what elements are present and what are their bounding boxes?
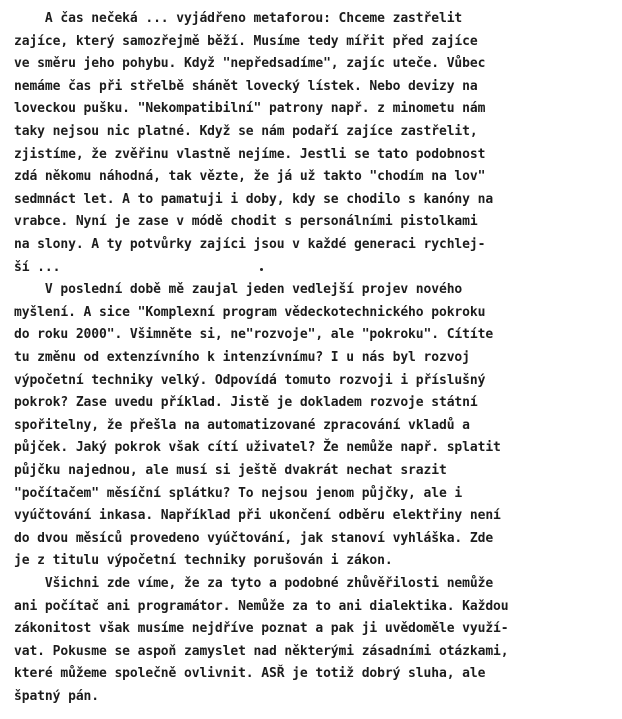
text-line: ani počítač ani programátor. Nemůže za to ani dialektika. Každou (14, 598, 509, 614)
text-line: vrabce. Nyní je zase v módě chodit s personálními pistolkami (14, 214, 478, 230)
text-line: zdá někomu náhodná, tak vězte, že já už takto "chodím na lov" (14, 169, 486, 185)
text-line: na slony. A ty potvůrky zajíci jsou v každé generaci rychlej- (14, 237, 486, 252)
text-line: vat. Pokusme se aspoň zamyslet nad některými zásadními otázkami, (14, 643, 509, 659)
text-line: je z titulu výpočetní techniky porušován i zákon. (14, 553, 393, 569)
text-line: do dvou měsíců provedeno vyúčtování, jak stanoví vyhláška. Zde (14, 530, 494, 546)
text-line: nemáme čas při střelbě shánět lovecký lístek. Nebo devizy na (14, 78, 478, 94)
text-line: tu změnu od extenzívního k intenzívnímu? I u nás byl rozvoj (14, 350, 470, 365)
stray-ink-dot (260, 268, 263, 271)
text-line: které můžeme společně ovlivnit. ASŘ je totiž dobrý sluha, ale (14, 666, 486, 682)
text-line: půjček. Jaký pokrok však cítí uživatel? Že nemůže např. splatit (14, 440, 501, 456)
text-line: zajíce, který samozřejmě běží. Musíme tedy mířit před zajíce (14, 33, 478, 49)
text-line: zákonitost však musíme nejdříve poznat a pak ji uvědoměle využí- (14, 621, 509, 637)
text-line: půjčku najednou, ale musí si ještě dvakrát nechat srazit (14, 463, 447, 478)
text-line: A čas nečeká ... vyjádřeno metaforou: Chceme zastřelit (14, 11, 463, 26)
text-line: do roku 2000". Všimněte si, ne"rozvoje", ale "pokroku". Cítíte (14, 327, 494, 343)
text-line: loveckou pušku. "Nekompatibilní" patrony např. z minometu nám (14, 101, 486, 117)
text-line: zjistíme, že zvěřinu vlastně nejíme. Jestli se tato podobnost (14, 146, 486, 162)
text-line: sedmnáct let. A to pamatuji i doby, kdy se chodilo s kanóny na (14, 191, 494, 207)
text-line: "počítačem" měsíční splátku? To nejsou jenom půjčky, ale i (14, 485, 463, 501)
text-line: pokrok? Zase uvedu příklad. Jistě je dokladem rozvoje státní (14, 395, 478, 411)
text-line: ší ... (14, 259, 61, 275)
text-line: špatný pán. (14, 689, 99, 704)
text-line: spořitelny, že přešla na automatizované zpracování vkladů a (14, 417, 470, 433)
text-line: ve směru jeho pohybu. Když "nepředsadíme", zajíc uteče. Vůbec (14, 56, 486, 72)
text-line: V poslední době mě zaujal jeden vedlejší projev nového (14, 282, 463, 298)
text-line: Všichni zde víme, že za tyto a podobné zhůvěřilosti nemůže (14, 576, 494, 591)
text-line: myšlení. A sice "Komplexní program vědeckotechnického pokroku (14, 304, 486, 320)
text-line: vyúčtování inkasa. Například při ukončení odběru elektřiny není (14, 508, 501, 524)
text-line: výpočetní techniky velký. Odpovídá tomuto rozvoji i příslušný (14, 372, 486, 388)
text-line: taky nejsou nic platné. Když se nám podaří zajíce zastřelit, (14, 124, 478, 139)
